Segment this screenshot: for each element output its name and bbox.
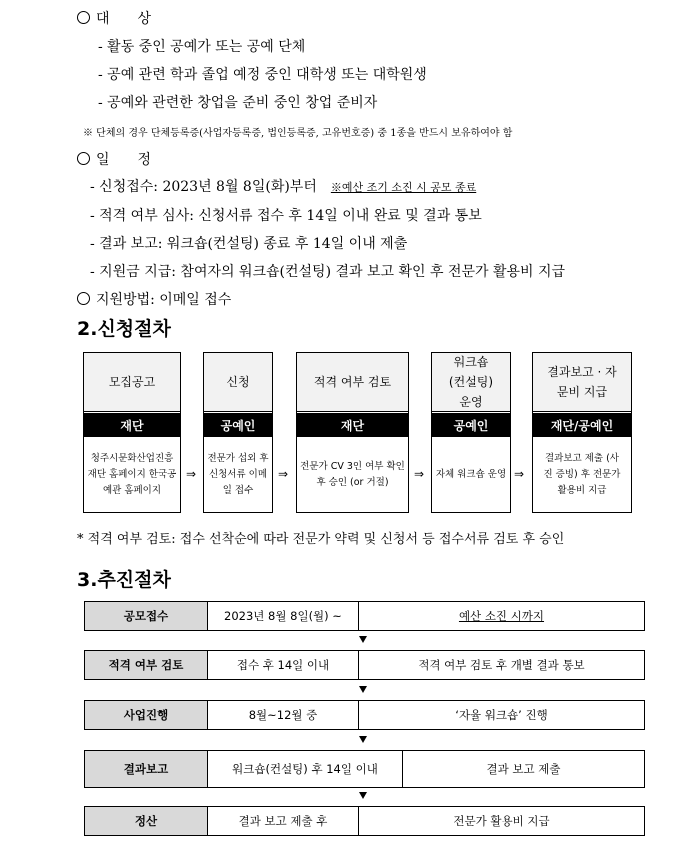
flow-step-owner: 재단 [297, 413, 408, 437]
process-step: 적격 여부 검토 [85, 651, 208, 679]
flow-step-title: 워크숍 (컨설팅) 운영 [432, 353, 510, 412]
target-heading: 대 상 [77, 8, 151, 28]
flow-step-title: 적격 여부 검토 [297, 353, 408, 412]
flow-step-title: 결과보고 · 자문비 지급 [533, 353, 631, 412]
flow-step [203, 352, 273, 513]
process-row [84, 601, 645, 631]
schedule-item: - 결과 보고: 워크숍(컨설팅) 종료 후 14일 이내 제출 [90, 236, 408, 252]
flow-step-desc: 청주시문화산업진흥재단 홈페이지 한국공예관 홈페이지 [87, 452, 177, 496]
flow-step-desc: 자체 워크숍 운영 [435, 468, 507, 480]
flow-arrow-icon: ⇒ [186, 467, 197, 481]
target-item: - 공예와 관련한 창업을 준비 중인 창업 준비자 [98, 95, 378, 111]
flow-step [296, 352, 409, 513]
circle-bullet-icon [77, 152, 90, 165]
down-arrow-icon [359, 686, 367, 693]
process-when: 결과 보고 제출 후 [208, 807, 359, 835]
schedule-item: - 적격 여부 심사: 신청서류 접수 후 14일 이내 완료 및 결과 통보 [90, 208, 482, 224]
process-when: 8월~12월 중 [208, 701, 359, 729]
flow-step-owner: 재단/공예인 [533, 413, 631, 437]
process-what: ‘자율 워크숍’ 진행 [455, 708, 548, 722]
process-row [84, 806, 645, 836]
process-what-text: 예산 소진 시까지 [458, 609, 545, 623]
circle-bullet-icon [77, 11, 90, 24]
process-when: 워크숍(컨설팅) 후 14일 이내 [208, 751, 403, 787]
flow-step-desc: 결과보고 제출 (사진 증빙) 후 전문가 활용비 지급 [543, 452, 621, 496]
down-arrow-icon [359, 792, 367, 799]
target-item: - 공예 관련 학과 졸업 예정 중인 대학생 또는 대학원생 [98, 67, 427, 83]
flow-step-title: 모집공고 [84, 353, 180, 412]
flow-step-desc: 전문가 CV 3인 여부 확인 후 승인 (or 거절) [300, 460, 405, 488]
process-step: 결과보고 [85, 751, 208, 787]
process-row [84, 700, 645, 730]
process-row [84, 750, 645, 788]
process-when: 접수 후 14일 이내 [208, 651, 359, 679]
flow-arrow-icon: ⇒ [514, 467, 525, 481]
target-note: ※ 단체의 경우 단체등록증(사업자등록증, 법인등록증, 고유번호증) 중 1종을 반드시 보유하여야 함 [83, 128, 513, 139]
process-row [84, 650, 645, 680]
schedule-heading: 일 정 [77, 149, 151, 169]
flow-step-owner: 공예인 [432, 413, 510, 437]
section2-footnote: * 적격 여부 검토: 접수 선착순에 따라 전문가 약력 및 신청서 등 접수서류 검토 후 승인 [77, 532, 565, 547]
flow-step-title: 신청 [204, 353, 272, 412]
process-step: 사업진행 [85, 701, 208, 729]
flow-step-owner: 재단 [84, 413, 180, 437]
schedule-apply-note: ※예산 조기 소진 시 공모 종료 [330, 181, 477, 194]
process-what: 적격 여부 검토 후 개별 결과 통보 [418, 658, 585, 672]
flow-step [83, 352, 181, 513]
down-arrow-icon [359, 736, 367, 743]
process-what: 전문가 활용비 지급 [453, 814, 550, 828]
flow-arrow-icon: ⇒ [278, 467, 289, 481]
method: 지원방법: 이메일 접수 [77, 289, 231, 309]
section3-heading: 3.추진절차 [77, 569, 171, 591]
flow-step [431, 352, 511, 513]
schedule-apply: - 신청접수: 2023년 8월 8일(화)부터 ※예산 조기 소진 시 공모 종료 [90, 179, 477, 195]
process-step: 공모접수 [85, 602, 208, 630]
flow-step-desc: 전문가 섭외 후 신청서류 이메일 접수 [207, 452, 269, 496]
section2-heading: 2.신청절차 [77, 318, 171, 340]
process-when: 2023년 8월 8일(월) ~ [208, 602, 359, 630]
schedule-item: - 지원금 지급: 참여자의 워크숍(컨설팅) 결과 보고 확인 후 전문가 활용비 지급 [90, 264, 566, 280]
flow-step-owner: 공예인 [204, 413, 272, 437]
target-item: - 활동 중인 공예가 또는 공예 단체 [98, 39, 306, 55]
circle-bullet-icon [77, 292, 90, 305]
down-arrow-icon [359, 636, 367, 643]
flow-step [532, 352, 632, 513]
process-what: 결과 보고 제출 [486, 762, 561, 776]
process-what [359, 602, 644, 630]
process-step: 정산 [85, 807, 208, 835]
flow-arrow-icon: ⇒ [414, 467, 425, 481]
